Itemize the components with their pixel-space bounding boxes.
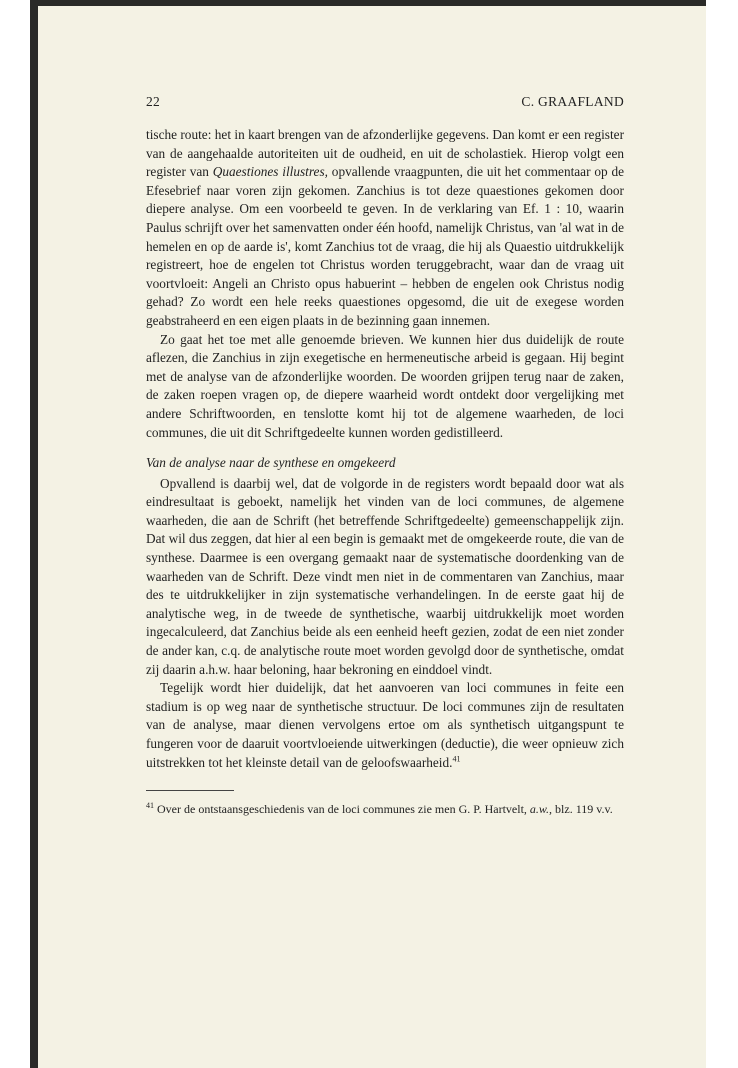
paragraph-3: Opvallend is daarbij wel, dat de volgorde in de registers wordt bepaald door wat als eindresultaat is geboekt, namelijk het vinden van de loci communes, de algemene waarheden, die aan de Schrift (het betreffende Schriftgedeelte) gemeenschappelijk zijn. Dat wil dus zeggen, dat hier al een begin is gemaakt met de omgekeerde route, die van de synthese. Daarmee is een overgang gemaakt naar de systematische doordenking van de waarheden van de Schrift. Deze vindt men niet in de commentaren van Zanchius, maar des te uitdrukkelijker in zijn systematische verhandelingen. In de eerste gaat hij de analytische weg, in de tweede de synthetische, waarbij uitdrukkelijk moet worden ingecalculeerd, dat Zanchius beide als een eenheid heeft gezien, zodat de een niet zonder de ander kan, c.q. de analytische route moet worden gevolgd door de synthetische, omdat zij daarin a.h.w. haar beloning, haar bekroning en einddoel vindt. [146,475,624,677]
scan-border-left [30,0,38,1068]
page-body [146,126,624,817]
italic-term: Quaestiones illustres, [212,164,328,180]
book-page [38,6,706,1068]
footnote-reference: 41 [452,754,461,764]
running-head-author: C. GRAAFLAND [521,94,624,109]
footnote-divider [146,790,234,791]
paragraph-2: Zo gaat het toe met alle genoemde brieven. We kunnen hier dus duidelijk de route aflezen, die Zanchius in zijn exegetische en hermeneutische arbeid is gegaan. Hij begint met de analyse van de afzonderlijke woorden. De woorden grijpen terug naar de zaken, de zaken roepen vragen op, de diepere waarheid wordt ontdekt door vergelijking met andere Schriftwoorden, en tenslotte komt hij tot de algemene waarheden, de loci communes, die uit dit Schriftgedeelte kunnen worden gedistilleerd. [146,331,624,440]
paragraph-1: tische route: het in kaart brengen van de afzonderlijke gegevens. Dan komt er een register van de aangehaalde autoriteiten uit de oudheid, en uit de scholastiek. Hierop volgt een register van Quaestiones illustres, opvallende vraagpunten, die uit het commentaar op de Efesebrief naar voren zijn gekomen. Zanchius is tot deze quaestiones gekomen door diepere analyse. Om een voorbeeld te geven. In de verklaring van Ef. 1 : 10, waarin Paulus schrijft over het samenvatten onder één hoofd, namelijk Christus, van 'al wat in de hemelen en op de aarde is', komt Zanchius tot de vraag, die hij als Quaestio uitdrukkelijk registreert, hoe de engelen tot Christus worden teruggebracht, waar dan de vraag uit voortvloeit: Angeli an Christo opus habuerint – hebben de engelen ook Christus nodig gehad? Zo wordt een hele reeks quaestiones opgesomd, die uit de exegese worden geabstraheerd en een eigen plaats in de bezinning gaan innemen. [146,127,625,328]
footnote-italic: a.w., [529,802,553,817]
paragraph-4: Tegelijk wordt hier duidelijk, dat het aanvoeren van loci communes in feite een stadium is op weg naar de synthetische structuur. De loci communes zijn de resultaten van de analyse, maar dienen vervolgens ertoe om als synthetisch uitgangspunt te fungeren voor de daaruit voortvloeiende uitwerkingen (deductie), die weer opnieuw zich uitstrekken tot het kleinste detail van de geloofswaarheid.$^{41}$ [146,680,624,770]
footnote: $^{41}$ Over de ontstaansgeschiedenis van de loci communes zie men G. P. Hartvelt, a.w., blz. 119 v.v. [146,801,613,817]
page-number: 22 [146,94,161,109]
footnote-number: 41 [146,801,154,811]
section-heading: Van de analyse naar de synthese en omgekeerd [146,455,396,471]
